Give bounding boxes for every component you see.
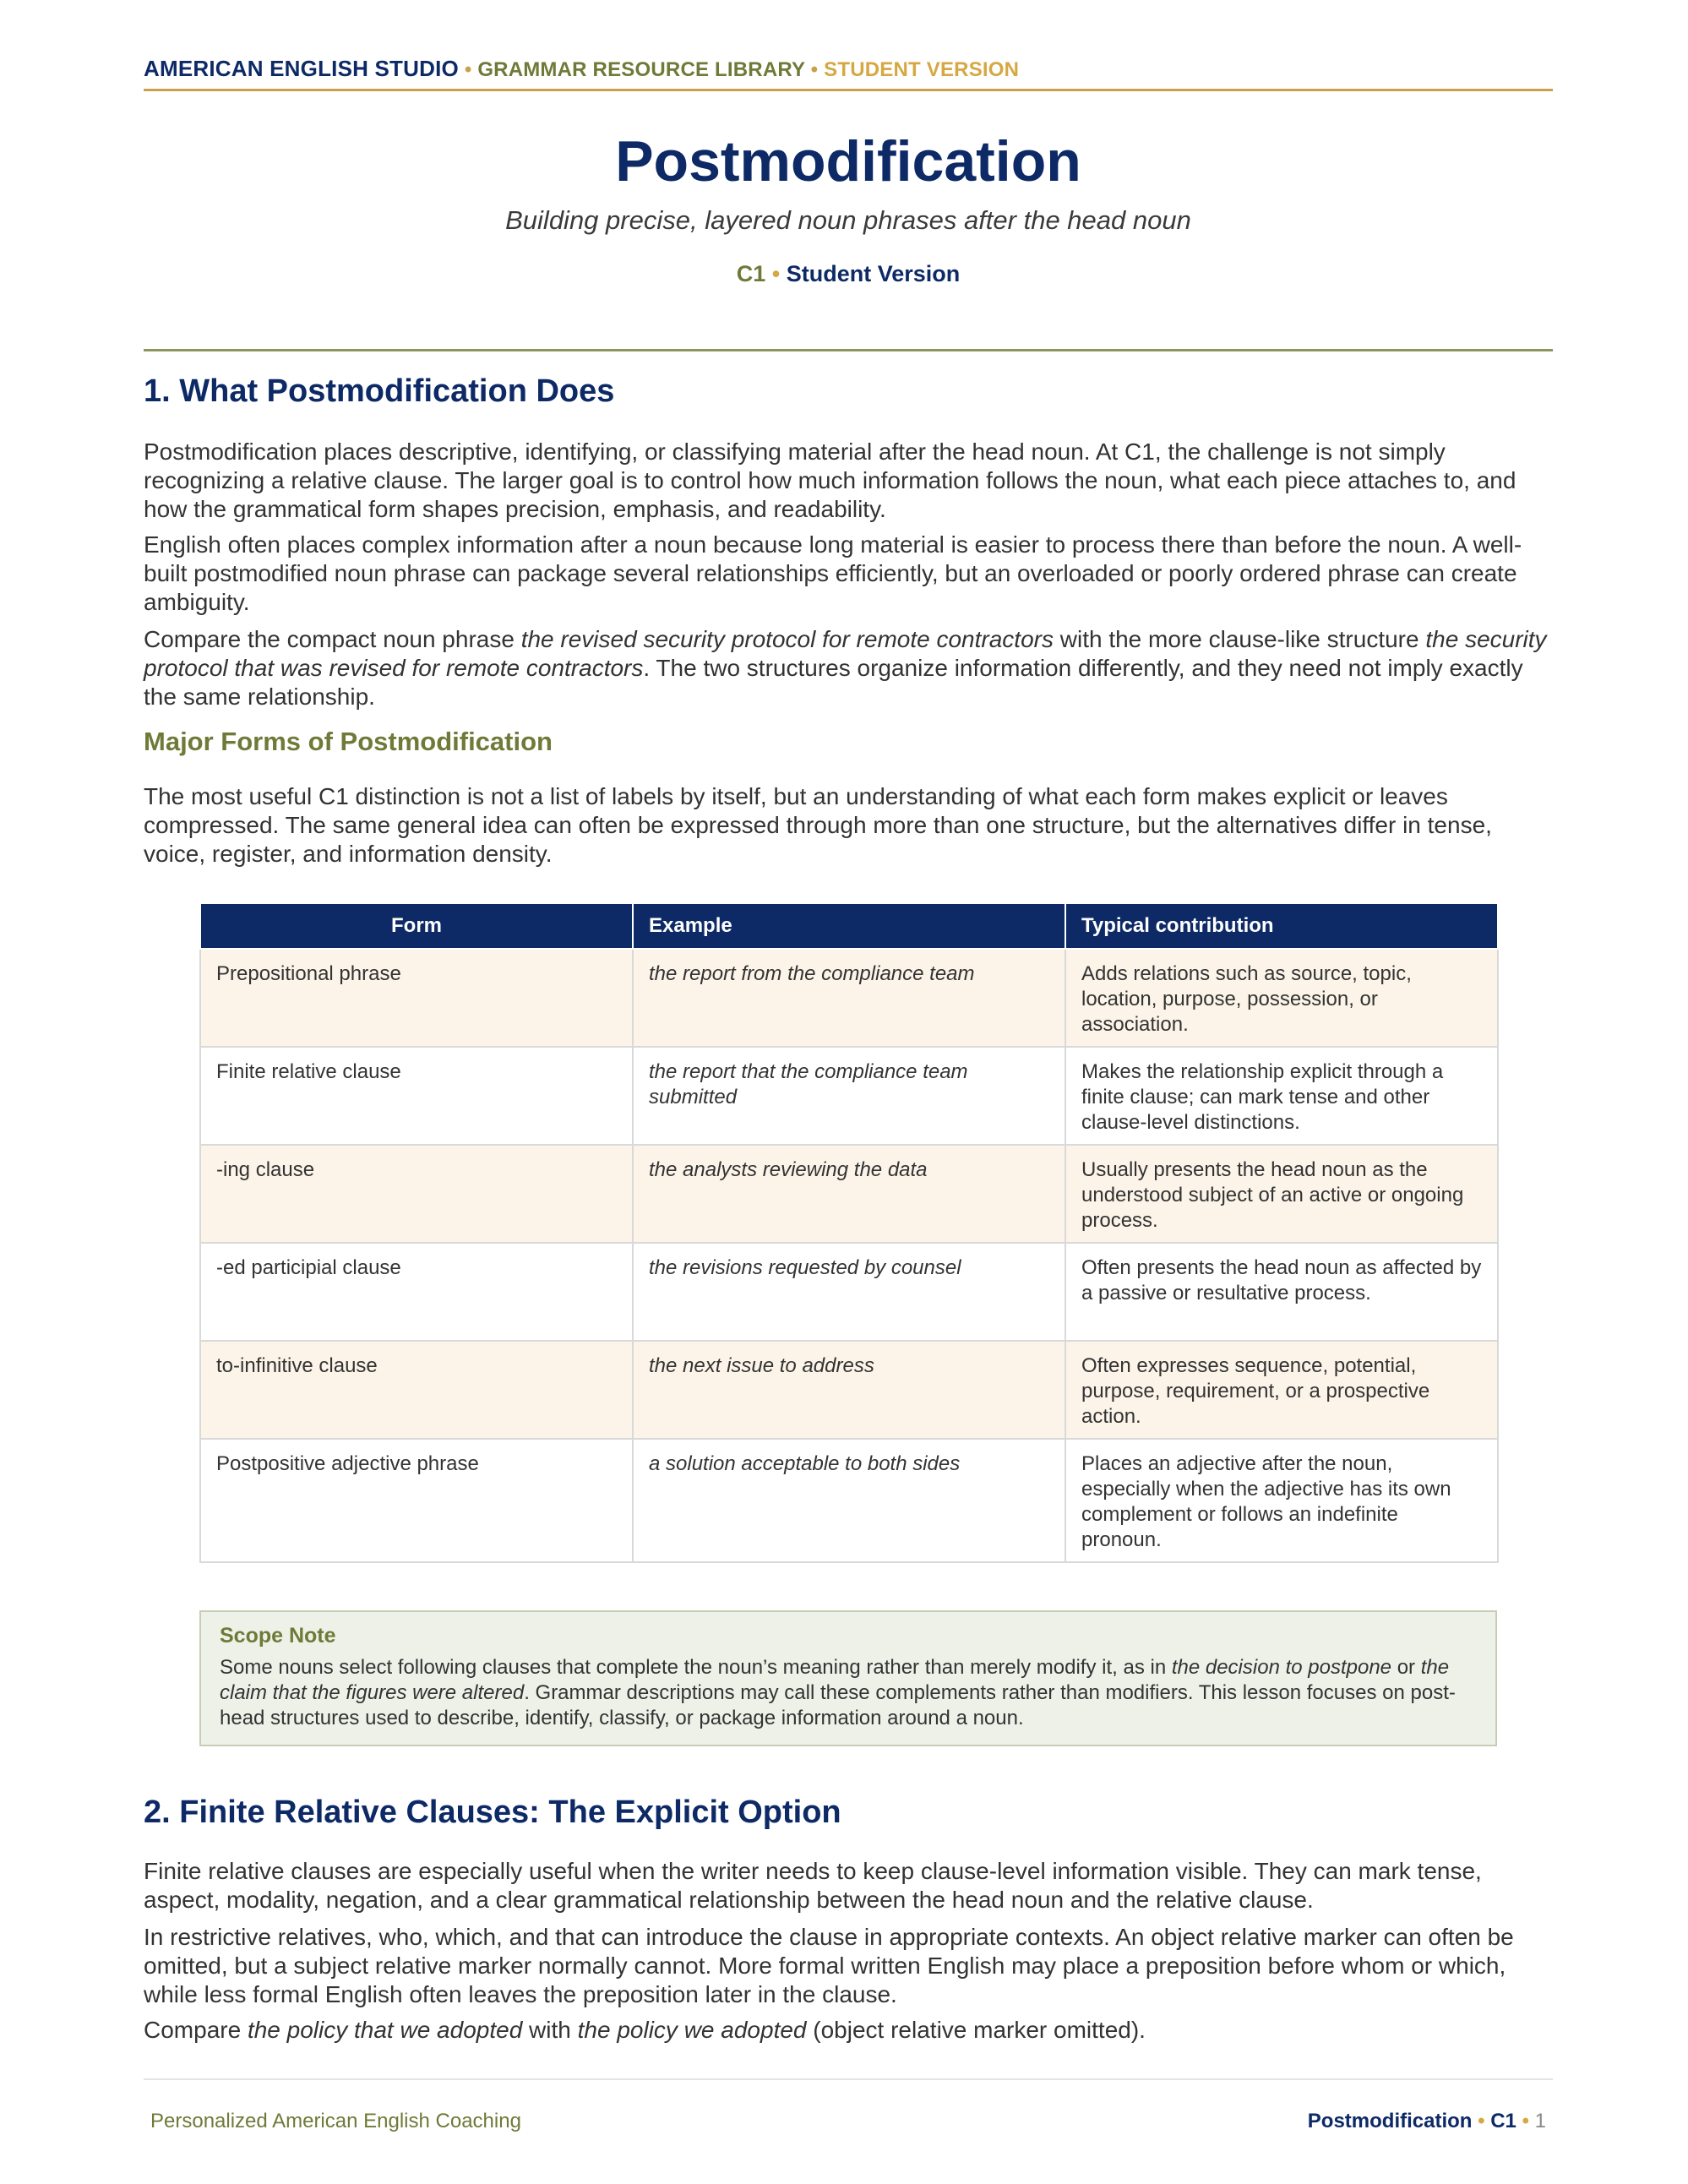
table-row <box>200 1341 1498 1439</box>
footer-title: Postmodification <box>1307 2110 1473 2132</box>
scope-note-body <box>220 1655 1477 1731</box>
scope-note-title: Scope Note <box>220 1624 336 1648</box>
column-header-contribution: Typical contribution <box>1065 903 1498 949</box>
table-row <box>200 1439 1498 1562</box>
cell-form: Prepositional phrase <box>200 949 633 1047</box>
example-phrase: the decision to postpone <box>1171 1656 1392 1679</box>
running-header <box>144 56 1553 91</box>
header-version: STUDENT VERSION <box>824 58 1020 81</box>
example-phrase: the revised security protocol for remote contractors <box>520 626 1054 652</box>
section-2-heading: 2. Finite Relative Clauses: The Explicit Option <box>144 1795 841 1830</box>
cell-contribution: Often presents the head noun as affected by a passive or resultative process. <box>1065 1243 1498 1341</box>
column-header-example: Example <box>633 903 1065 949</box>
text-run: (object relative marker omitted). <box>806 2017 1146 2043</box>
divider <box>144 349 1553 351</box>
text-run: with the more clause-like structure <box>1053 626 1426 652</box>
page-number: 1 <box>1534 2110 1546 2132</box>
text-run: or <box>1391 1656 1421 1679</box>
header-library: GRAMMAR RESOURCE LIBRARY <box>477 58 805 81</box>
cell-form: -ed participial clause <box>200 1243 633 1341</box>
level-separator: • <box>771 261 781 286</box>
page-title: Postmodification <box>615 129 1081 193</box>
example-phrase: the policy we adopted <box>577 2017 807 2043</box>
cell-example: the analysts reviewing the data <box>633 1145 1065 1243</box>
cell-form: Postpositive adjective phrase <box>200 1439 633 1562</box>
paragraph <box>144 625 1553 711</box>
text-run: Some nouns select following clauses that complete the noun’s meaning rather than merely modify it, as in <box>220 1656 1172 1679</box>
header-separator: • <box>810 58 819 81</box>
section-1-heading: 1. What Postmodification Does <box>144 373 615 409</box>
paragraph: Postmodification places descriptive, identifying, or classifying material after the head noun. At C1, the challenge is not simply recognizing a relative clause. The larger goal is to control how much information follows the noun, what each piece attaches to, and how the grammatical form shapes precision, emphasis, and readability. <box>144 438 1516 522</box>
footer-separator: • <box>1522 2110 1529 2132</box>
cell-contribution: Usually presents the head noun as the understood subject of an active or ongoing process. <box>1065 1145 1498 1243</box>
table-row <box>200 1047 1498 1145</box>
paragraph <box>144 2016 1553 2045</box>
cell-contribution: Makes the relationship explicit through a finite clause; can mark tense and other clause-level distinctions. <box>1065 1047 1498 1145</box>
version-label: Student Version <box>786 261 961 286</box>
paragraph: Finite relative clauses are especially useful when the writer needs to keep clause-level information visible. They can mark tense, aspect, modality, negation, and a clear grammatical relationship between the head noun and the relative clause. <box>144 1858 1482 1913</box>
header-studio: AMERICAN ENGLISH STUDIO <box>144 56 459 81</box>
cell-form: Finite relative clause <box>200 1047 633 1145</box>
forms-table <box>199 902 1499 1563</box>
text-run: Compare the compact noun phrase <box>144 626 521 652</box>
cell-contribution: Often expresses sequence, potential, purpose, requirement, or a prospective action. <box>1065 1341 1498 1439</box>
cell-example: the report from the compliance team <box>633 949 1065 1047</box>
page-subtitle: Building precise, layered noun phrases after the head noun <box>505 205 1191 235</box>
text-run: . Grammar descriptions may call these complements rather than modifiers. This lesson focuses on post-head structures used to describe, identify, classify, or package information around a noun. <box>220 1681 1456 1729</box>
table-row <box>200 1145 1498 1243</box>
cell-form: -ing clause <box>200 1145 633 1243</box>
text-run: . The two structures organize information differently, and they need not imply exactly the same relationship. <box>144 655 1523 710</box>
paragraph: English often places complex information after a noun because long material is easier to process there than before the noun. A well-built postmodified noun phrase can package several relationships efficiently, but an overloaded or poorly ordered phrase can create ambiguity. <box>144 531 1522 615</box>
footer-separator: • <box>1478 2110 1485 2132</box>
cell-contribution: Places an adjective after the noun, especially when the adjective has its own complement or follows an indefinite pronoun. <box>1065 1439 1498 1562</box>
cell-example: the report that the compliance team submitted <box>633 1047 1065 1145</box>
table-header-row <box>200 903 1498 949</box>
table-row <box>200 1243 1498 1341</box>
paragraph: In restrictive relatives, who, which, and that can introduce the clause in appropriate contexts. An object relative marker can often be omitted, but a subject relative marker normally cannot. More formal written English may place a preposition before whom or which, while less formal English often leaves the preposition later in the clause. <box>144 1924 1514 2007</box>
footer-right <box>1308 2110 1546 2133</box>
scope-note-box <box>199 1610 1497 1746</box>
header-separator: • <box>464 58 472 81</box>
example-phrase: the security protocol that was revised for remote contractors <box>144 626 1547 681</box>
text-run: Compare <box>144 2017 248 2043</box>
paragraph: The most useful C1 distinction is not a list of labels by itself, but an understanding of what each form makes explicit or leaves compressed. The same general idea can often be expressed through more than one structure, but the alternatives differ in tense, voice, register, and information density. <box>144 783 1492 867</box>
cell-example: the revisions requested by counsel <box>633 1243 1065 1341</box>
column-header-form: Form <box>200 903 633 949</box>
footer-level: C1 <box>1490 2110 1516 2132</box>
subheading-major-forms: Major Forms of Postmodification <box>144 727 553 756</box>
cell-contribution: Adds relations such as source, topic, location, purpose, possession, or association. <box>1065 949 1498 1047</box>
footer-divider <box>144 2078 1553 2080</box>
level-label: C1 <box>736 261 766 286</box>
cell-example: a solution acceptable to both sides <box>633 1439 1065 1562</box>
example-phrase: the policy that we adopted <box>247 2017 523 2043</box>
level-line <box>144 261 1553 287</box>
text-run: with <box>522 2017 578 2043</box>
footer-left: Personalized American English Coaching <box>150 2110 521 2132</box>
cell-example: the next issue to address <box>633 1341 1065 1439</box>
example-phrase: the claim that the figures were altered <box>220 1656 1450 1704</box>
cell-form: to-infinitive clause <box>200 1341 633 1439</box>
table-row <box>200 949 1498 1047</box>
